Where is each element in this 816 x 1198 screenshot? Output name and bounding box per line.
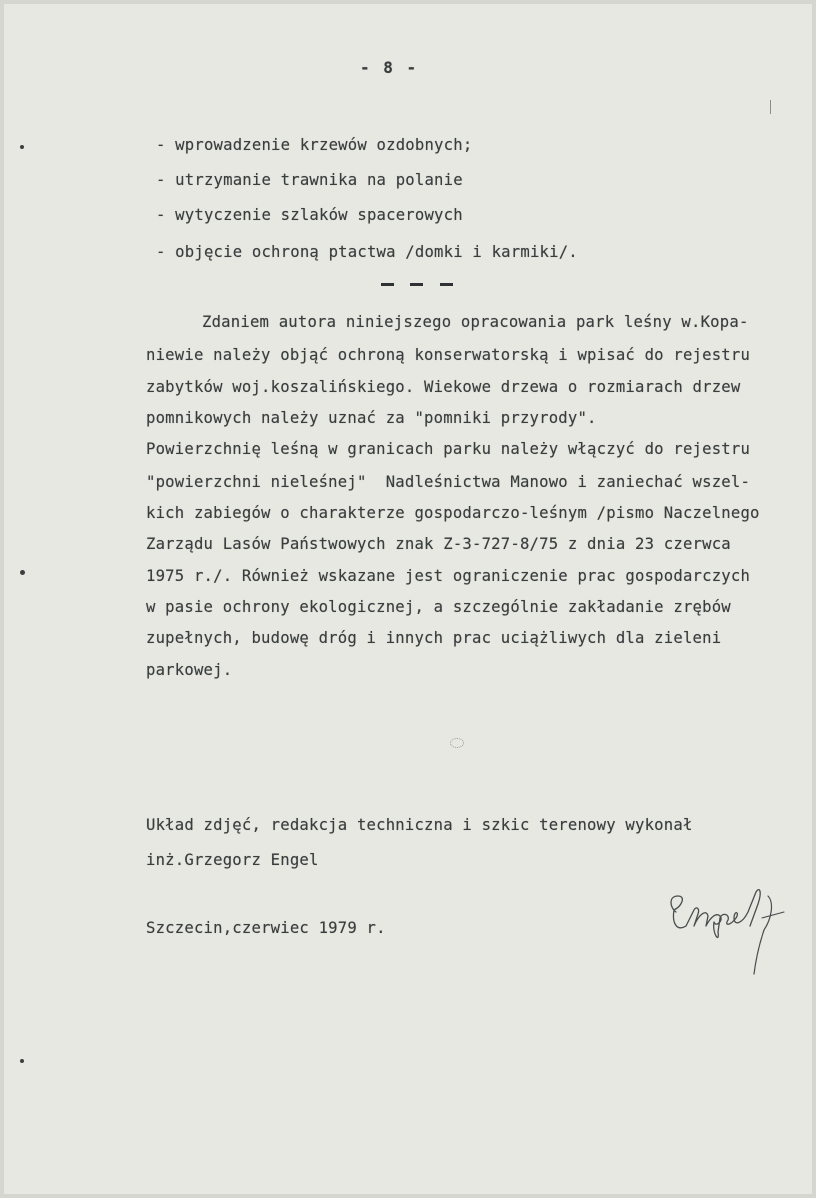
paragraph-line: "powierzchni nieleśnej" Nadleśnictwa Manowo i zaniechać wszel- — [146, 473, 751, 491]
paragraph-line: zabytków woj.koszalińskiego. Wiekowe drzewa o rozmiarach drzew — [146, 378, 741, 396]
handwritten-signature — [664, 882, 792, 982]
paragraph-line: niewie należy objąć ochroną konserwatorską i wpisać do rejestru — [146, 346, 751, 364]
paragraph-line: zupełnych, budowę dróg i innych prac uciążliwych dla zieleni — [146, 629, 722, 647]
bullet-item-3: - wytyczenie szlaków spacerowych — [156, 206, 463, 224]
author-name: inż.Grzegorz Engel — [146, 851, 319, 869]
paragraph-line: 1975 r./. Również wskazane jest ograniczenie prac gospodarczych — [146, 567, 751, 585]
scan-speck — [20, 145, 24, 149]
section-separator — [381, 277, 453, 289]
scan-speck — [450, 738, 464, 748]
paragraph-line: Powierzchnię leśną w granicach parku należy włączyć do rejestru — [146, 440, 751, 458]
paragraph-line: Zdaniem autora niniejszego opracowania park leśny w.Kopa- — [202, 313, 749, 331]
credits-line: Układ zdjęć, redakcja techniczna i szkic terenowy wykonał — [146, 816, 693, 834]
place-date: Szczecin,czerwiec 1979 r. — [146, 919, 386, 937]
paragraph-line: kich zabiegów o charakterze gospodarczo-leśnym /pismo Naczelnego — [146, 504, 760, 522]
bullet-item-1: - wprowadzenie krzewów ozdobnych; — [156, 136, 473, 154]
paragraph-line: w pasie ochrony ekologicznej, a szczególnie zakładanie zrębów — [146, 598, 731, 616]
scan-speck — [770, 100, 771, 114]
paragraph-line: Zarządu Lasów Państwowych znak Z-3-727-8/75 z dnia 23 czerwca — [146, 535, 731, 553]
scan-speck — [20, 1059, 24, 1063]
paragraph-line: pomnikowych należy uznać za "pomniki przyrody". — [146, 409, 597, 427]
bullet-item-2: - utrzymanie trawnika na polanie — [156, 171, 463, 189]
bullet-item-4: - objęcie ochroną ptactwa /domki i karmiki/. — [156, 243, 578, 261]
separator-dash — [440, 283, 453, 286]
separator-dash — [410, 283, 423, 286]
paragraph-line: parkowej. — [146, 661, 233, 679]
page-number: - 8 - — [360, 58, 419, 77]
separator-dash — [381, 283, 394, 286]
scan-speck — [20, 570, 25, 575]
